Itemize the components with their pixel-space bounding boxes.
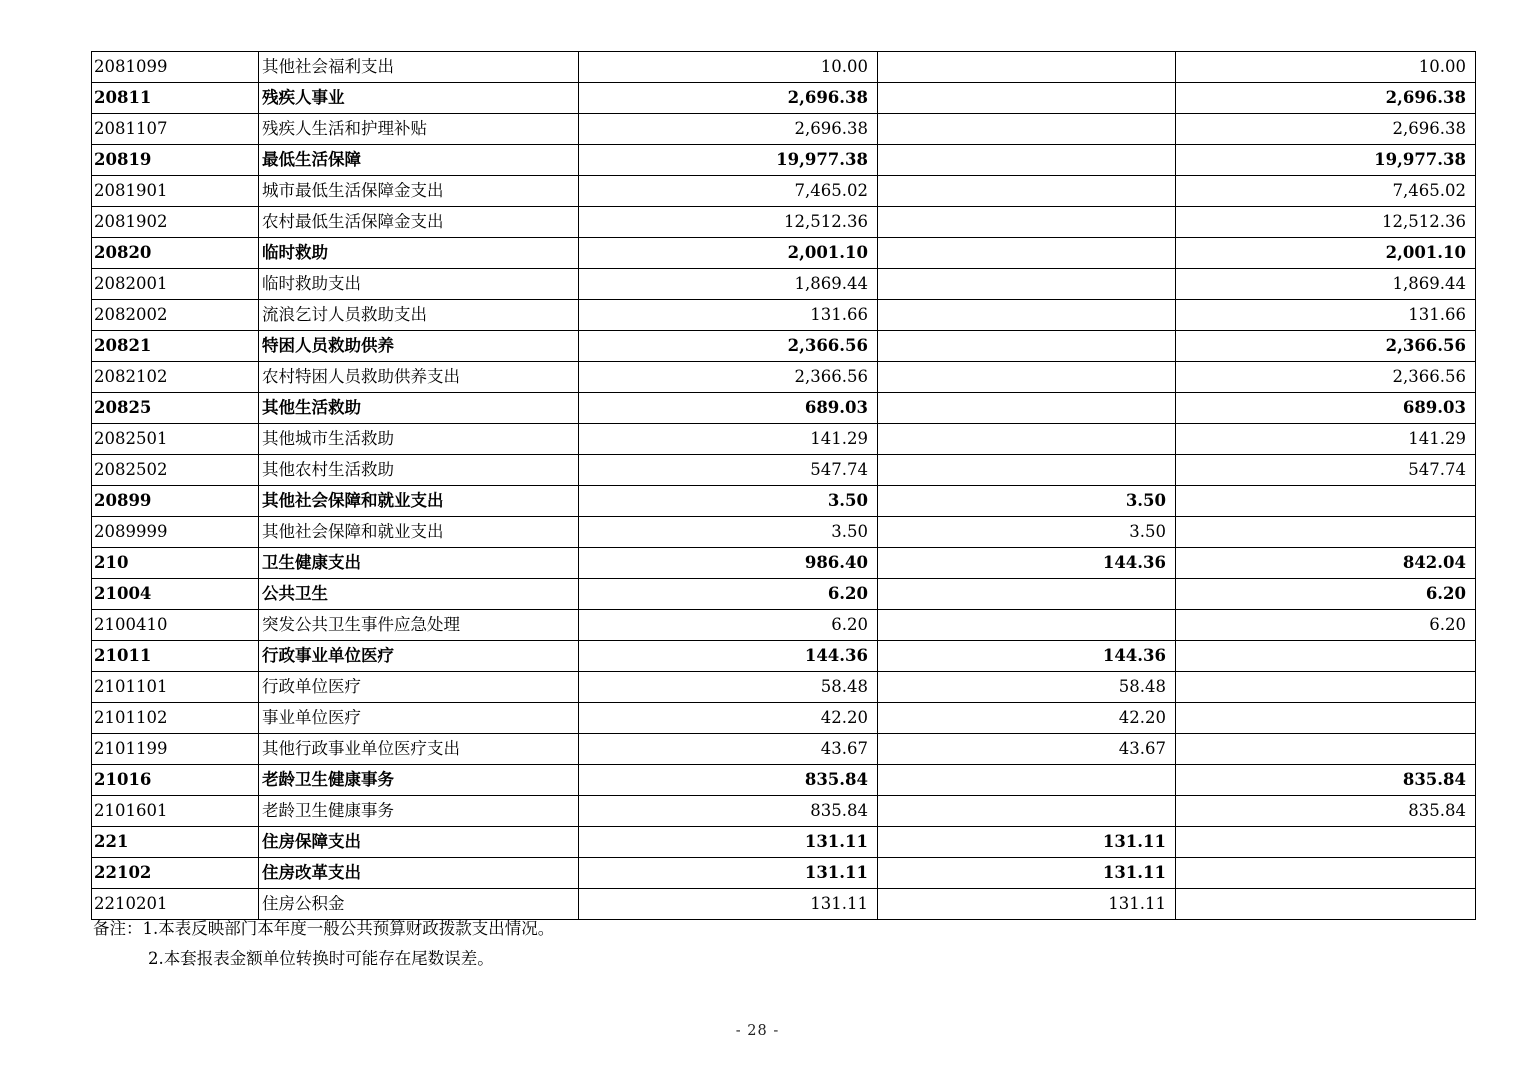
cell-basic-expenditure [878,331,1176,362]
cell-total: 131.11 [579,889,878,920]
cell-basic-expenditure [878,176,1176,207]
table-row [92,827,1476,858]
cell-total: 835.84 [579,765,878,796]
cell-function-name: 最低生活保障 [259,145,579,176]
cell-function-code: 20825 [92,393,259,424]
cell-function-code: 2100410 [92,610,259,641]
cell-total: 689.03 [579,393,878,424]
table-row [92,734,1476,765]
cell-total: 2,001.10 [579,238,878,269]
cell-project-expenditure: 19,977.38 [1176,145,1476,176]
cell-total: 144.36 [579,641,878,672]
cell-function-code: 2101601 [92,796,259,827]
cell-function-code: 221 [92,827,259,858]
cell-total: 2,366.56 [579,362,878,393]
table-row [92,424,1476,455]
cell-project-expenditure: 2,366.56 [1176,331,1476,362]
cell-basic-expenditure [878,83,1176,114]
table-row [92,889,1476,920]
cell-function-name: 临时救助支出 [259,269,579,300]
cell-function-name: 其他行政事业单位医疗支出 [259,734,579,765]
cell-project-expenditure: 835.84 [1176,796,1476,827]
cell-function-code: 2089999 [92,517,259,548]
table-row [92,269,1476,300]
cell-project-expenditure: 131.66 [1176,300,1476,331]
table-row [92,641,1476,672]
cell-basic-expenditure [878,579,1176,610]
table-row [92,83,1476,114]
cell-basic-expenditure: 131.11 [878,858,1176,889]
cell-basic-expenditure: 144.36 [878,641,1176,672]
cell-function-code: 20811 [92,83,259,114]
table-row [92,145,1476,176]
cell-function-code: 20820 [92,238,259,269]
table-row [92,52,1476,83]
cell-function-name: 事业单位医疗 [259,703,579,734]
cell-function-name: 农村特困人员救助供养支出 [259,362,579,393]
cell-function-code: 20819 [92,145,259,176]
cell-basic-expenditure: 42.20 [878,703,1176,734]
table-row [92,393,1476,424]
budget-table [91,51,1476,920]
cell-project-expenditure [1176,734,1476,765]
note-line-2: 2.本套报表金额单位转换时可能存在尾数误差。 [148,949,494,968]
table-row [92,858,1476,889]
cell-function-code: 210 [92,548,259,579]
cell-project-expenditure: 689.03 [1176,393,1476,424]
cell-function-code: 2081902 [92,207,259,238]
table-row [92,114,1476,145]
cell-project-expenditure [1176,641,1476,672]
table-row [92,703,1476,734]
cell-project-expenditure [1176,858,1476,889]
cell-basic-expenditure: 58.48 [878,672,1176,703]
cell-basic-expenditure [878,765,1176,796]
table-row [92,579,1476,610]
cell-total: 131.11 [579,858,878,889]
cell-function-name: 城市最低生活保障金支出 [259,176,579,207]
table-row [92,238,1476,269]
cell-function-name: 流浪乞讨人员救助支出 [259,300,579,331]
cell-total: 3.50 [579,486,878,517]
cell-total: 1,869.44 [579,269,878,300]
cell-function-name: 农村最低生活保障金支出 [259,207,579,238]
cell-function-code: 2082502 [92,455,259,486]
note-line-1: 备注：1.本表反映部门本年度一般公共预算财政拨款支出情况。 [93,919,555,938]
cell-basic-expenditure [878,238,1176,269]
cell-project-expenditure: 12,512.36 [1176,207,1476,238]
table-row [92,455,1476,486]
cell-project-expenditure [1176,827,1476,858]
cell-function-code: 2210201 [92,889,259,920]
cell-function-code: 22102 [92,858,259,889]
cell-total: 42.20 [579,703,878,734]
cell-basic-expenditure [878,114,1176,145]
cell-function-code: 21011 [92,641,259,672]
cell-total: 547.74 [579,455,878,486]
table-body [92,52,1476,920]
cell-basic-expenditure [878,300,1176,331]
cell-function-code: 2081901 [92,176,259,207]
cell-total: 835.84 [579,796,878,827]
cell-project-expenditure: 842.04 [1176,548,1476,579]
cell-basic-expenditure [878,610,1176,641]
cell-project-expenditure: 141.29 [1176,424,1476,455]
cell-function-name: 其他农村生活救助 [259,455,579,486]
cell-function-name: 住房公积金 [259,889,579,920]
cell-total: 141.29 [579,424,878,455]
cell-basic-expenditure: 131.11 [878,827,1176,858]
table-row [92,672,1476,703]
cell-function-code: 2081099 [92,52,259,83]
cell-function-code: 2082501 [92,424,259,455]
cell-total: 10.00 [579,52,878,83]
table-row [92,331,1476,362]
cell-basic-expenditure [878,207,1176,238]
cell-function-name: 其他城市生活救助 [259,424,579,455]
cell-basic-expenditure [878,796,1176,827]
cell-project-expenditure [1176,703,1476,734]
cell-total: 2,366.56 [579,331,878,362]
table-row [92,517,1476,548]
cell-basic-expenditure [878,52,1176,83]
cell-function-name: 临时救助 [259,238,579,269]
cell-project-expenditure: 6.20 [1176,610,1476,641]
cell-basic-expenditure [878,455,1176,486]
cell-function-code: 2101199 [92,734,259,765]
page-number: - 28 - [735,1023,780,1039]
cell-total: 986.40 [579,548,878,579]
cell-function-name: 老龄卫生健康事务 [259,796,579,827]
cell-project-expenditure: 10.00 [1176,52,1476,83]
cell-project-expenditure: 2,366.56 [1176,362,1476,393]
cell-total: 6.20 [579,610,878,641]
cell-function-name: 老龄卫生健康事务 [259,765,579,796]
cell-basic-expenditure: 3.50 [878,486,1176,517]
cell-function-name: 卫生健康支出 [259,548,579,579]
cell-project-expenditure: 7,465.02 [1176,176,1476,207]
cell-total: 2,696.38 [579,83,878,114]
table-row [92,362,1476,393]
cell-function-code: 2101101 [92,672,259,703]
cell-function-code: 2082001 [92,269,259,300]
cell-basic-expenditure [878,362,1176,393]
cell-function-name: 特困人员救助供养 [259,331,579,362]
cell-function-code: 2082102 [92,362,259,393]
cell-project-expenditure: 2,696.38 [1176,114,1476,145]
cell-project-expenditure: 2,696.38 [1176,83,1476,114]
table-row [92,176,1476,207]
cell-function-name: 公共卫生 [259,579,579,610]
cell-function-code: 20899 [92,486,259,517]
cell-basic-expenditure: 131.11 [878,889,1176,920]
cell-total: 43.67 [579,734,878,765]
cell-total: 12,512.36 [579,207,878,238]
cell-function-code: 2082002 [92,300,259,331]
cell-function-name: 突发公共卫生事件应急处理 [259,610,579,641]
cell-function-code: 2081107 [92,114,259,145]
cell-total: 3.50 [579,517,878,548]
cell-project-expenditure [1176,517,1476,548]
cell-function-code: 20821 [92,331,259,362]
cell-basic-expenditure: 144.36 [878,548,1176,579]
cell-basic-expenditure [878,424,1176,455]
cell-basic-expenditure [878,145,1176,176]
cell-function-name: 行政事业单位医疗 [259,641,579,672]
table-row [92,207,1476,238]
cell-project-expenditure: 6.20 [1176,579,1476,610]
cell-function-name: 残疾人生活和护理补贴 [259,114,579,145]
cell-total: 131.66 [579,300,878,331]
cell-function-name: 其他生活救助 [259,393,579,424]
table-row [92,610,1476,641]
cell-project-expenditure: 1,869.44 [1176,269,1476,300]
cell-function-name: 住房改革支出 [259,858,579,889]
table-row [92,486,1476,517]
cell-function-code: 2101102 [92,703,259,734]
cell-total: 58.48 [579,672,878,703]
cell-function-name: 其他社会福利支出 [259,52,579,83]
cell-project-expenditure: 835.84 [1176,765,1476,796]
cell-function-name: 住房保障支出 [259,827,579,858]
cell-function-name: 残疾人事业 [259,83,579,114]
cell-function-name: 行政单位医疗 [259,672,579,703]
cell-project-expenditure [1176,889,1476,920]
cell-total: 2,696.38 [579,114,878,145]
cell-basic-expenditure: 3.50 [878,517,1176,548]
cell-total: 131.11 [579,827,878,858]
cell-function-code: 21004 [92,579,259,610]
cell-function-name: 其他社会保障和就业支出 [259,486,579,517]
cell-project-expenditure [1176,672,1476,703]
table-row [92,548,1476,579]
cell-basic-expenditure [878,269,1176,300]
cell-function-code: 21016 [92,765,259,796]
cell-project-expenditure: 547.74 [1176,455,1476,486]
cell-total: 6.20 [579,579,878,610]
cell-project-expenditure: 2,001.10 [1176,238,1476,269]
table-row [92,300,1476,331]
cell-basic-expenditure [878,393,1176,424]
cell-basic-expenditure: 43.67 [878,734,1176,765]
cell-function-name: 其他社会保障和就业支出 [259,517,579,548]
table-row [92,765,1476,796]
cell-total: 19,977.38 [579,145,878,176]
table-row [92,796,1476,827]
cell-total: 7,465.02 [579,176,878,207]
cell-project-expenditure [1176,486,1476,517]
